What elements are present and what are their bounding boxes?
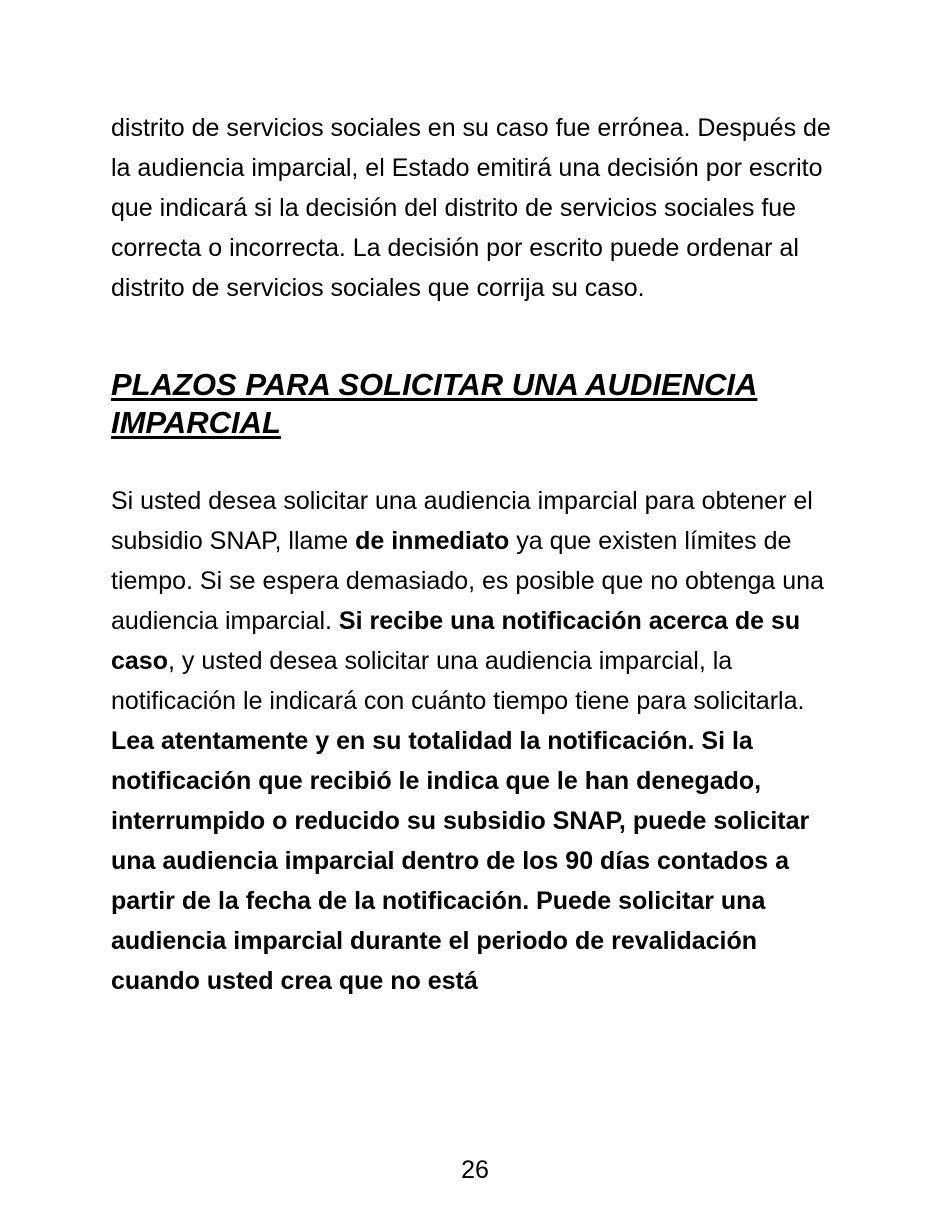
paragraph-segment: Si usted desea solicitar una audiencia imparcial para obtener el subsidio SNAP, llame [111, 487, 813, 555]
paragraph-segment-bold: Lea atentamente y en su totalidad la notificación. Si la notificación que recibió le indica que le han denegado, interrumpido o reducido su subsidio SNAP, puede solicitar una audiencia imparcial dentro de los 90 días contados a partir de la fecha de la notificación. Puede solicitar una audiencia imparcial durante el periodo de revalidación cuando usted crea que no está [111, 727, 810, 995]
section-heading: PLAZOS PARA SOLICITAR UNA AUDIENCIA IMPARCIAL [111, 367, 758, 440]
paragraph-segment-bold: de inmediato [355, 527, 510, 555]
paragraph-segment: , y usted desea solicitar una audiencia imparcial, la notificación le indicará con cuánto tiempo tiene para solicitarla. [111, 647, 805, 715]
body-paragraph-deadlines [111, 481, 846, 1001]
paragraph-segment-bold: Si recibe una notificación acerca de su caso [111, 607, 801, 675]
paragraph-segment: ya que existen límites de tiempo. Si se espera demasiado, es posible que no obtenga una audiencia imparcial. [111, 527, 824, 635]
body-paragraph-continuation: distrito de servicios sociales en su caso fue errónea. Después de la audiencia imparcial, el Estado emitirá una decisión por escrito que indicará si la decisión del distrito de servicios sociales fue correcta o incorrecta. La decisión por escrito puede ordenar al distrito de servicios sociales que corrija su caso. [111, 114, 831, 302]
page-number: 26 [461, 1156, 489, 1184]
